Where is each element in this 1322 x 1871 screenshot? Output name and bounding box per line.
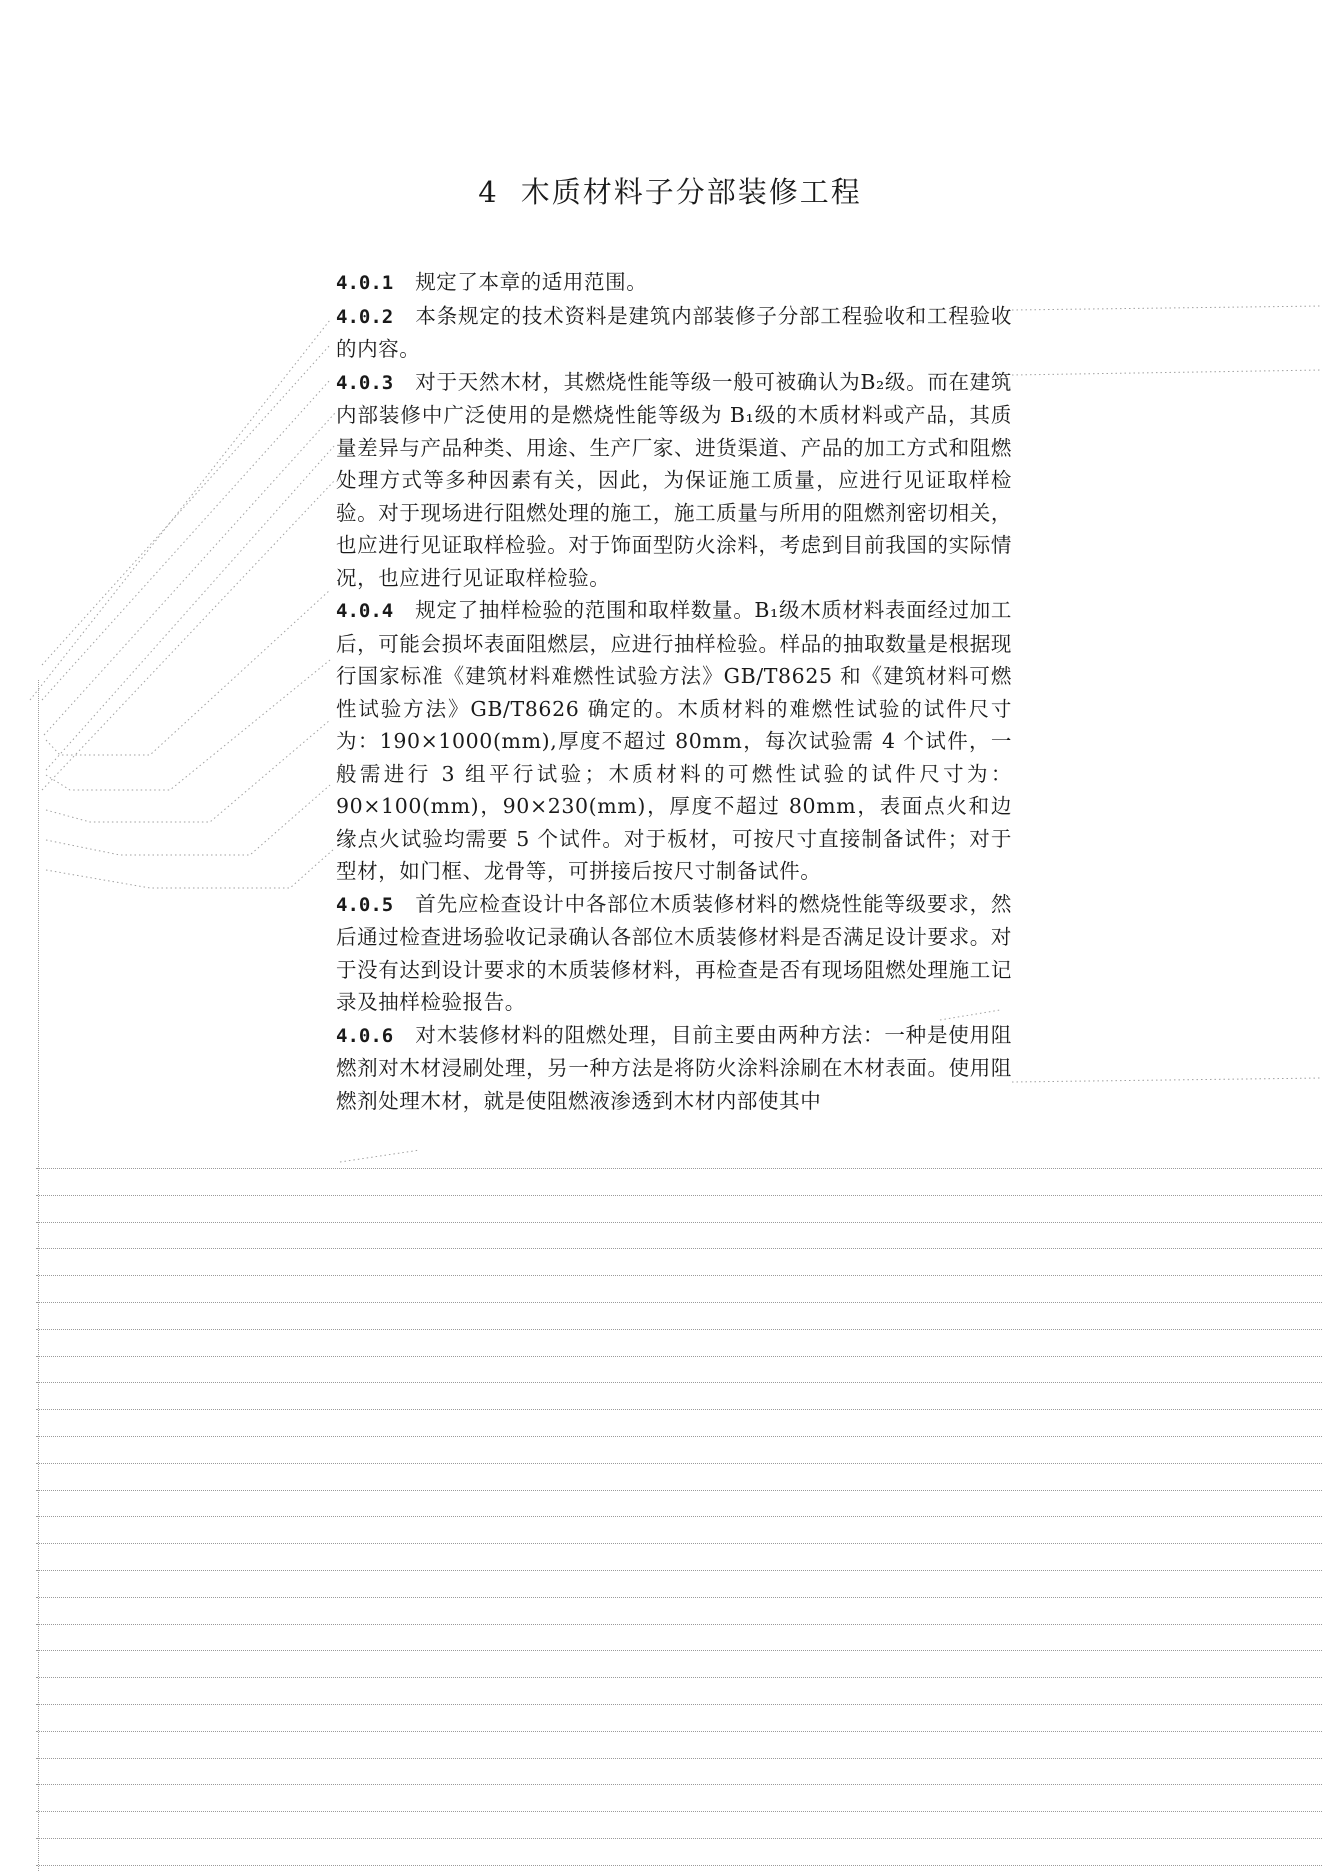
dotted-guide-line [36,1597,1322,1598]
clause-text: 规定了抽样检验的范围和取样数量。B₁级木质材料表面经过加工后，可能会损坏表面阻燃层，应进行抽样检验。样品的抽取数量是根据现行国家标准《建筑材料难燃性试验方法》GB/T8625 和《建筑材料可燃性试验方法》GB/T8626 确定的。木质材料的难燃性试验的试件尺寸为：190×1000(mm),厚度不超过 80mm，每次试验需 4 个试件，一般需进行 3 组平行试验；木质材料的可燃性试验的试件尺寸为：90×100(mm)，90×230(mm)，厚度不超过 80mm，表面点火和边缘点火试验均需要 5 个试件。对于板材，可按尺寸直接制备试件；对于型材，如门框、龙骨等，可拼接后按尺寸制备试件。 [336,598,1012,883]
clause-text: 首先应检查设计中各部位木质装修材料的燃烧性能等级要求，然后通过检查进场验收记录确认各部位木质装修材料是否满足设计要求。对于没有达到设计要求的木质装修材料，再检查是否有现场阻燃处理施工记录及抽样检验报告。 [336,891,1012,1014]
dotted-guide-line [36,1463,1322,1464]
dotted-guide-line [36,1838,1322,1839]
dotted-guide-line [36,1731,1322,1732]
clause-number: 4.0.3 [336,371,394,394]
dotted-guide-line [36,1811,1322,1812]
dotted-guide-line [36,1490,1322,1491]
dotted-guide-line [36,1704,1322,1705]
chapter-number: 4 [478,175,499,209]
clause-text: 对于天然木材，其燃烧性能等级一般可被确认为B₂级。而在建筑内部装修中广泛使用的是燃烧性能等级为 B₁级的木质材料或产品，其质量差异与产品种类、用途、生产厂家、进货渠道、产品的加工方式和阻燃处理方式等多种因素有关，因此，为保证施工质量，应进行见证取样检验。对于现场进行阻燃处理的施工，施工质量与所用的阻燃剂密切相关，也应进行见证取样检验。对于饰面型防火涂料，考虑到目前我国的实际情况，也应进行见证取样检验。 [336,369,1012,590]
clause-paragraph [336,366,1012,595]
clause-number: 4.0.2 [336,305,394,328]
dotted-guide-line [36,1650,1322,1651]
dotted-guide-line [36,1302,1322,1303]
clause-paragraph [336,266,1012,300]
clause-paragraph [336,888,1012,1019]
clause-list [336,266,1012,1117]
dotted-guide-line [36,1865,1322,1866]
clause-text: 规定了本章的适用范围。 [415,270,648,294]
dotted-guide-line [36,1624,1322,1625]
dotted-guide-vertical [38,680,39,1871]
dotted-guide-line [36,1222,1322,1223]
chapter-title-text: 木质材料子分部装修工程 [520,175,862,209]
clause-text: 本条规定的技术资料是建筑内部装修子分部工程验收和工程验收的内容。 [336,303,1012,361]
dotted-guide-line [36,1543,1322,1544]
clause-number: 4.0.6 [336,1024,394,1047]
dotted-guide-line [36,1758,1322,1759]
dotted-guide-line [36,1382,1322,1383]
clause-paragraph [336,594,1012,888]
dotted-guide-line [36,1409,1322,1410]
clause-number: 4.0.5 [336,893,394,916]
dotted-guide-line [36,1784,1322,1785]
clause-number: 4.0.1 [336,272,394,294]
dotted-guide-line [36,1516,1322,1517]
clause-number: 4.0.4 [336,600,394,622]
chapter-title [330,170,1010,211]
dotted-guide-line [36,1168,1322,1169]
dotted-guide-line [36,1570,1322,1571]
dotted-guide-line [36,1248,1322,1249]
dotted-guide-line [36,1195,1322,1196]
dotted-guide-line [36,1356,1322,1357]
dotted-guide-line [36,1436,1322,1437]
dotted-guide-line [36,1275,1322,1276]
clause-paragraph [336,1019,1012,1118]
clause-paragraph [336,300,1012,366]
dotted-guide-line [36,1329,1322,1330]
dotted-guide-line [36,1677,1322,1678]
clause-text: 对木装修材料的阻燃处理，目前主要由两种方法：一种是使用阻燃剂对木材浸刷处理，另一种方法是将防火涂料涂刷在木材表面。使用阻燃剂处理木材，就是使阻燃液渗透到木材内部使其中 [336,1022,1012,1113]
